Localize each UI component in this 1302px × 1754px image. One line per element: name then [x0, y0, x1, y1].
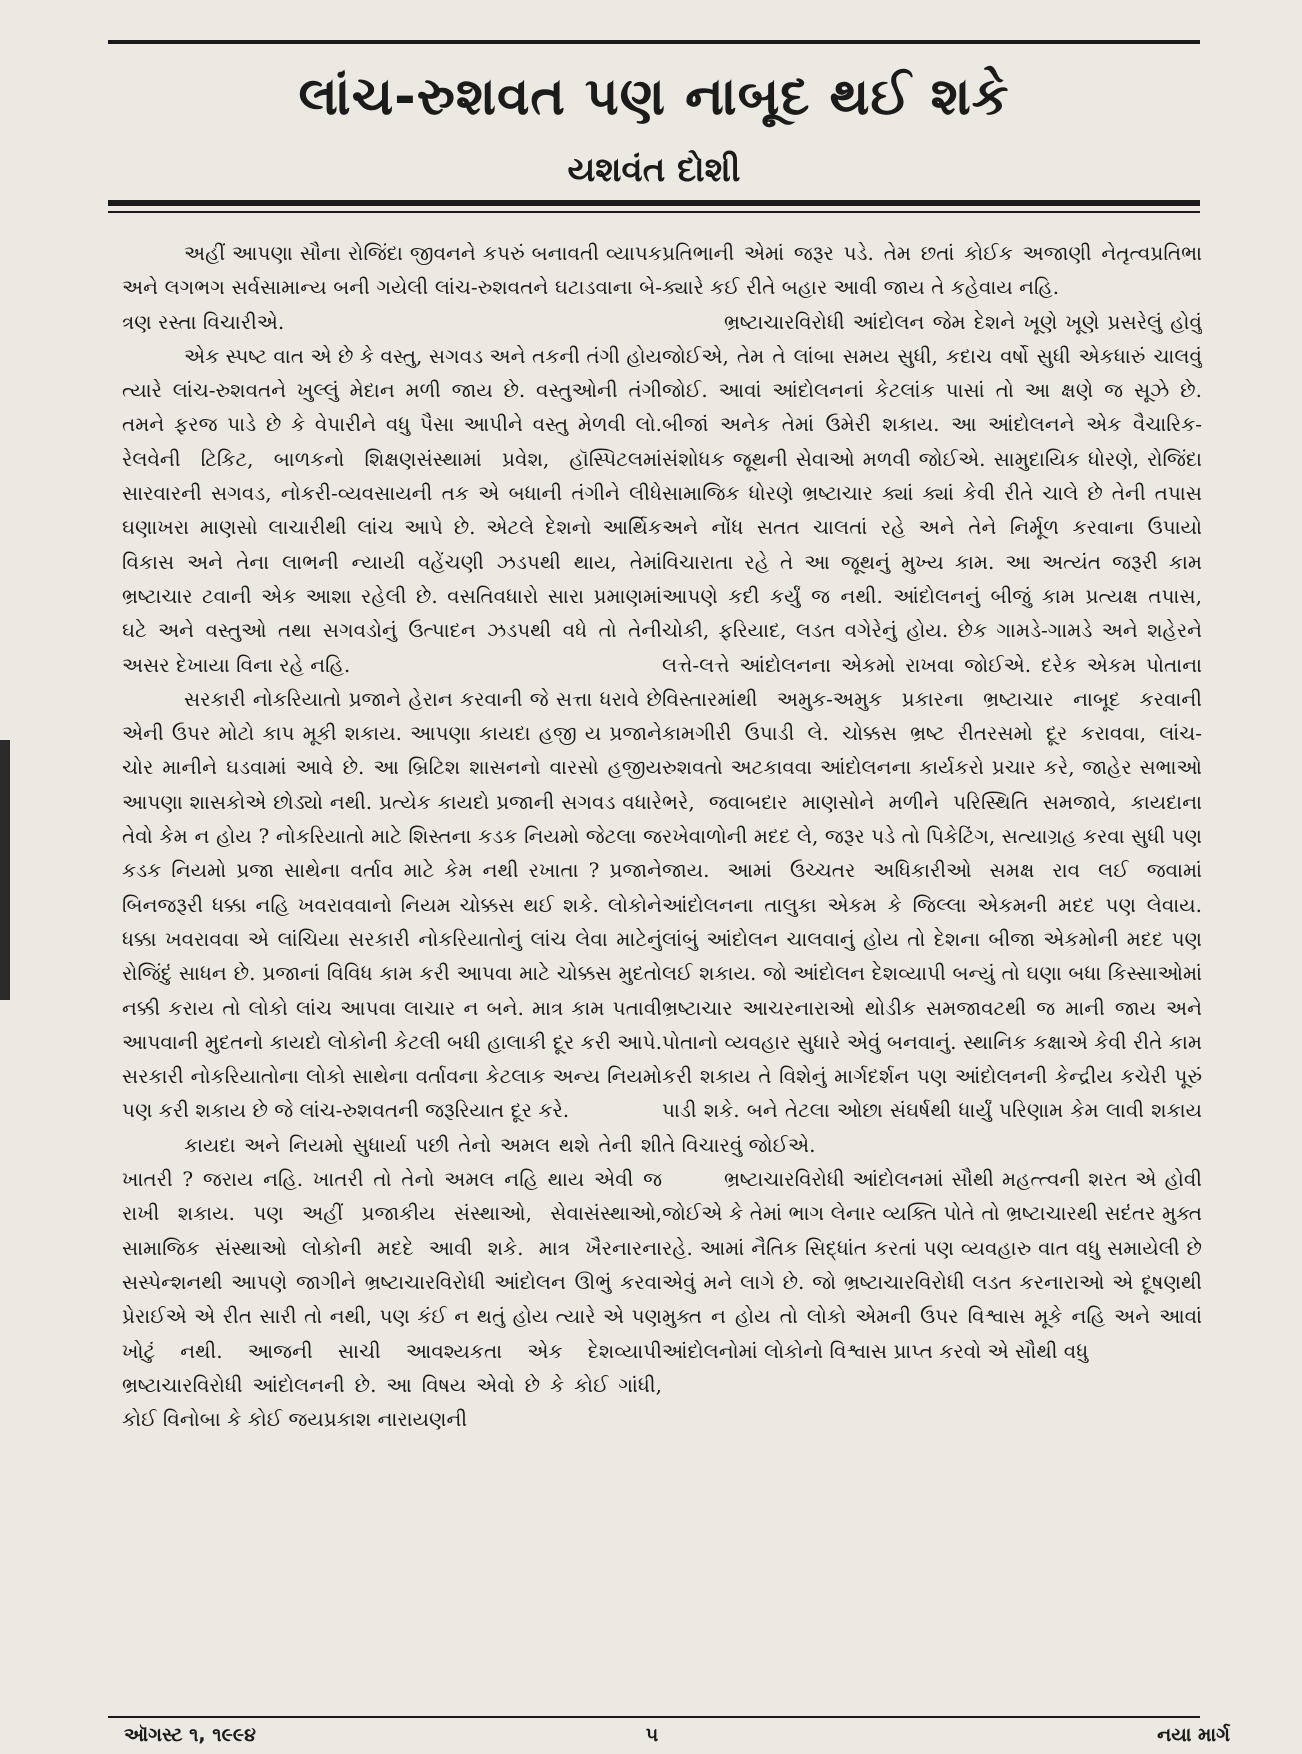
footer-rule — [108, 1716, 1200, 1718]
paragraph: ભ્રષ્ટાચારવિરોધી આંદોલનમાં સૌથી મહત્ત્વની શરત એ હોવી જોઈએ કે તેમાં ભાગ લેનાર વ્યક્તિ પોતે તો ભ્રષ્ટાચારથી સદંતર મુક્ત રહે. આમાં નૈતિક સિદ્ધાંત કરતાં પણ વ્યવહારુ વાત વધુ સમાયેલી છે એવું મને લાગે છે. જો ભ્રષ્ટાચારવિરોધી લડત કરનારાઓ એ દૂષણથી મુક્ત ન હોય તો લોકો એમની ઉપર વિશ્વાસ મૂકે નહિ અને આવાં આંદોલનોમાં લોકોનો વિશ્વાસ પ્રાપ્ત કરવો એ સૌથી વધુ — [662, 1167, 1202, 1363]
right-column — [662, 236, 1202, 1706]
paragraph: ભ્રષ્ટાચારવિરોધી આંદોલન જેમ દેશને ખૂણે ખૂણે પ્રસરેલું હોવું જોઈએ, તેમ તે લાંબા સમય સુધી, કદાચ વર્ષો સુધી એકધારું ચાલવું જોઈ. આવાં આંદોલનનાં કેટલાંક પાસાં તો આ ક્ષણે જ સૂઝે છે. બીજાં અનેક તેમાં ઉમેરી શકાય. આ આંદોલનને એક વૈચારિક-સંશોધક જૂથની સેવાઓ મળવી જોઈએ. સામુદાયિક ધોરણે, રોજિંદા સામાજિક ધોરણે ભ્રષ્ટાચાર ક્યાં ક્યાં કેવી રીતે ચાલે છે તેની તપાસ અને નોંધ સતત ચાલતાં રહે અને તેને નિર્મૂળ કરવાના ઉપાયો વિચારાતા રહે તે આ જૂથનું મુખ્ય કામ. આ અત્યંત જરૂરી કામ આપણે કદી કર્યું જ નથી. આંદોલનનું બીજું કામ પ્રત્યક્ષ તપાસ, ચોકી, ફરિયાદ, લડત વગેરેનું હોય. છેક ગામડે-ગામડે અને શહેરને લત્તે-લત્તે આંદોલનના એકમો રાખવા જોઈએ. દરેક એકમ પોતાના વિસ્તારમાંથી અમુક-અમુક પ્રકારના ભ્રષ્ટાચાર નાબૂદ કરવાની કામગીરી ઉપાડી લે. ચોક્કસ ભ્રષ્ટ રીતરસમો દૂર કરાવવા, લાંચ-રુશવતો અટકાવવા આંદોલનના કાર્યકરો પ્રચાર કરે, જાહેર સભાઓ ભરે, જવાબદાર માણસોને મળીને પરિસ્થિતિ સમજાવે, કાયદાના રખેવાળોની મદદ લે, જરૂર પડે તો પિકેટિંગ, સત્યાગ્રહ કરવા સુધી પણ જાય. આમાં ઉચ્ચતર અધિકારીઓ સમક્ષ રાવ લઈ જવામાં આંદોલનના તાલુકા એકમ કે જિલ્લા એકમની મદદ પણ લેવાય. લાંબું આંદોલન ચાલવાનું હોય તો દેશના બીજા એકમોની મદદ પણ લઈ શકાય. જો આંદોલન દેશવ્યાપી બન્યું તો ઘણા બધા કિસ્સાઓમાં ભ્રષ્ટાચાર આચરનારાઓ થોડીક સમજાવટથી જ માની જાય અને પોતાનો વ્યવહાર સુધારે એવું બનવાનું. સ્થાનિક કક્ષાએ કેવી રીતે કામ કરી શકાય તે વિશેનું માર્ગદર્શન પણ આંદોલનની કેન્દ્રીય કચેરી પૂરું પાડી શકે. બને તેટલા ઓછા સંઘર્ષથી ધાર્યું પરિણામ કેમ લાવી શકાય તે વિચારવું જોઈએ. — [662, 309, 1202, 1157]
footer-date: ઑગસ્ટ ૧, ૧૯૯૪ — [124, 1724, 256, 1746]
paragraph: પ્રતિભાની એમાં જરૂર પડે. તેમ છતાં કોઈક અજાણી નેતૃત્વપ્રતિભા ક્યારે કઈ રીતે બહાર આવી જાય તે કહેવાય નહિ. — [662, 241, 1202, 300]
left-column — [122, 236, 662, 1706]
page-number: ૫ — [645, 1724, 659, 1746]
binding-shadow — [0, 740, 10, 1000]
article-author: યશવંત દોશી — [567, 150, 741, 190]
paragraph: એક સ્પષ્ટ વાત એ છે કે વસ્તુ, સગવડ અને તકની તંગી હોય ત્યારે લાંચ-રુશવતને ખુલ્લું મેદાન મળી જાય છે. વસ્તુઓની તંગી તમને ફરજ પાડે છે કે વેપારીને વધુ પૈસા આપીને વસ્તુ મેળવી લો. રેલવેની ટિકિટ, બાળકનો શિક્ષણસંસ્થામાં પ્રવેશ, હૉસ્પિટલમાં સારવારની સગવડ, નોકરી-વ્યવસાયની તક એ બધાની તંગીને લીધે ઘણાખરા માણસો લાચારીથી લાંચ આપે છે. એટલે દેશનો આર્થિક વિકાસ અને તેના લાભની ન્યાયી વહેંચણી ઝડપથી થાય, તેમાં ભ્રષ્ટાચાર ટવાની એક આશા રહેલી છે. વસતિવધારો સારા પ્રમાણમાં ઘટે અને વસ્તુઓ તથા સગવડોનું ઉત્પાદન ઝડપથી વધે તો તેની અસર દેખાયા વિના રહે નહિ. — [122, 343, 662, 677]
top-rule — [108, 40, 1200, 44]
header-rule-thick — [108, 200, 1200, 206]
publication-name: નયા માર્ગ — [1157, 1724, 1230, 1746]
article-title: લાંચ-રુશવત પણ નાબૂદ થઈ શકે — [298, 67, 1010, 127]
paragraph: અહીં આપણા સૌના રોજિંદા જીવનને કપરું બનાવતી વ્યાપક અને લગભગ સર્વસામાન્ય બની ગયેલી લાંચ-રુશવતને ઘટાડવાના બે-ત્રણ રસ્તા વિચારીએ. — [122, 241, 662, 334]
paragraph: સરકારી નોકરિયાતો પ્રજાને હેરાન કરવાની જે સત્તા ધરાવે છે એની ઉપર મોટો કાપ મૂકી શકાય. આપણા કાયદા હજી ય પ્રજાને ચોર માનીને ઘડવામાં આવે છે. આ બ્રિટિશ શાસનનો વારસો હજીય આપણા શાસકોએ છોડ્યો નથી. પ્રત્યેક કાયદો પ્રજાની સગવડ વધારે તેવો કેમ ન હોય ? નોકરિયાતો માટે શિસ્તના કડક નિયમો જેટલા જ કડક નિયમો પ્રજા સાથેના વર્તાવ માટે કેમ નથી રખાતા ? પ્રજાને બિનજરૂરી ધક્કા નહિ ખવરાવવાનો નિયમ ચોક્કસ થઈ શકે. લોકોને ધક્કા ખવરાવવા એ લાંચિયા સરકારી નોકરિયાતોનું લાંચ લેવા માટેનું રોજિંદું સાધન છે. પ્રજાનાં વિવિધ કામ કરી આપવા માટે ચોક્કસ મુદતો નક્કી કરાય તો લોકો લાંચ આપવા લાચાર ન બને. માત્ર કામ પતાવી આપવાની મુદતનો કાયદો લોકોની કેટલી બધી હાલાકી દૂર કરી આપે. સરકારી નોકરિયાતોના લોકો સાથેના વર્તાવના કેટલાક અન્ય નિયમો પણ કરી શકાય છે જે લાંચ-રુશવતની જરૂરિયાત દૂર કરે. — [122, 686, 662, 1123]
header-rule-thin — [108, 211, 1200, 213]
paragraph: કાયદા અને નિયમો સુધાર્યા પછી તેનો અમલ થશે તેની શી ખાતરી ? જરાય નહિ. ખાતરી તો તેનો અમલ નહિ થાય એવી જ રાખી શકાય. પણ અહીં પ્રજાકીય સંસ્થાઓ, સેવાસંસ્થાઓ, સામાજિક સંસ્થાઓ લોકોની મદદે આવી શકે. માત્ર ખૈરનારના સસ્પેન્શનથી આપણે જાગીને ભ્રષ્ટાચારવિરોધી આંદોલન ઊભું કરવા પ્રેરાઈએ એ રીત સારી તો નથી, પણ કંઈ ન થતું હોય ત્યારે એ પણ ખોટું નથી. આજની સાચી આવશ્યકતા એક દેશવ્યાપી ભ્રષ્ટાચારવિરોધી આંદોલનની છે. આ વિષય એવો છે કે કોઈ ગાંધી, કોઈ વિનોબા કે કોઈ જયપ્રકાશ નારાયણની — [122, 1132, 662, 1432]
